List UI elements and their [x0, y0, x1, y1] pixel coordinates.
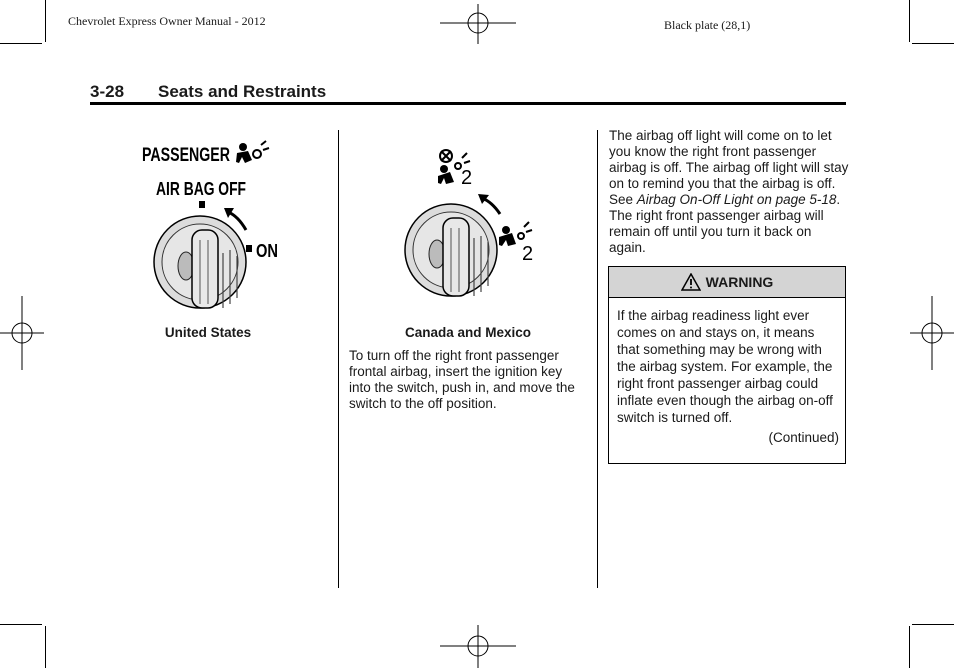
warning-text: If the airbag readiness light ever comes on and stays on, it means that something may be wrong with the airbag system. For example, the right front passenger airbag could inflate even though the airbag on-off switch is turned off.	[617, 308, 833, 425]
us-airbag-switch-illustration	[138, 138, 288, 318]
crop-mark	[909, 626, 910, 668]
slug-left: Chevrolet Express Owner Manual - 2012	[68, 14, 266, 28]
continued-label: (Continued)	[768, 430, 839, 445]
warning-triangle-icon	[681, 273, 701, 291]
figure-caption-us: United States	[164, 325, 252, 340]
registration-mark-top	[440, 4, 516, 44]
key-cylinder	[154, 216, 246, 308]
on-digit: 2	[522, 243, 534, 265]
passenger-label: PASSENGER	[142, 145, 231, 166]
airbag-person-icon	[236, 141, 269, 163]
cross-reference-link[interactable]: Airbag On-Off Light on page 5-18	[636, 192, 837, 207]
canada-airbag-switch-illustration	[400, 144, 550, 304]
crop-mark	[45, 626, 46, 668]
warning-box	[608, 266, 846, 464]
header-rule	[90, 102, 846, 105]
instruction-paragraph: To turn off the right front passenger frontal airbag, insert the ignition key into the switch, push in, and move the switch to the off position.	[349, 348, 575, 411]
crop-mark	[912, 43, 954, 44]
paragraph-text: . The right front passenger airbag will remain off until you turn it back on again.	[609, 192, 841, 255]
crop-mark	[0, 624, 42, 625]
registration-mark-left	[0, 296, 44, 370]
running-header	[90, 82, 326, 102]
airbag-off-light-paragraph	[609, 128, 849, 256]
airbag-off-label: AIR BAG OFF	[156, 179, 246, 199]
section-title: Seats and Restraints	[158, 82, 327, 101]
figure-caption-canada: Canada and Mexico	[404, 325, 532, 340]
column-divider	[597, 130, 598, 588]
key-cylinder	[405, 204, 497, 296]
registration-mark-bottom	[440, 625, 516, 668]
crop-mark	[912, 624, 954, 625]
paragraph-text: The airbag off light will come on to let you know the right front passenger airbag is off. The airbag off light will stay on to remind you that the airbag is off. See	[609, 128, 849, 207]
column-divider	[338, 130, 339, 588]
crop-mark	[45, 0, 46, 42]
warning-title: WARNING	[705, 274, 774, 290]
on-label: ON	[256, 241, 278, 261]
registration-mark-right	[910, 296, 954, 370]
slug-right: Black plate (28,1)	[664, 18, 751, 32]
off-position-marker	[199, 201, 205, 208]
off-digit: 2	[461, 167, 473, 189]
warning-header	[609, 267, 845, 298]
page-number: 3-28	[90, 82, 125, 101]
on-position-marker	[246, 245, 252, 252]
curved-arrow-icon	[478, 194, 500, 214]
crop-mark	[0, 43, 42, 44]
crop-mark	[909, 0, 910, 42]
